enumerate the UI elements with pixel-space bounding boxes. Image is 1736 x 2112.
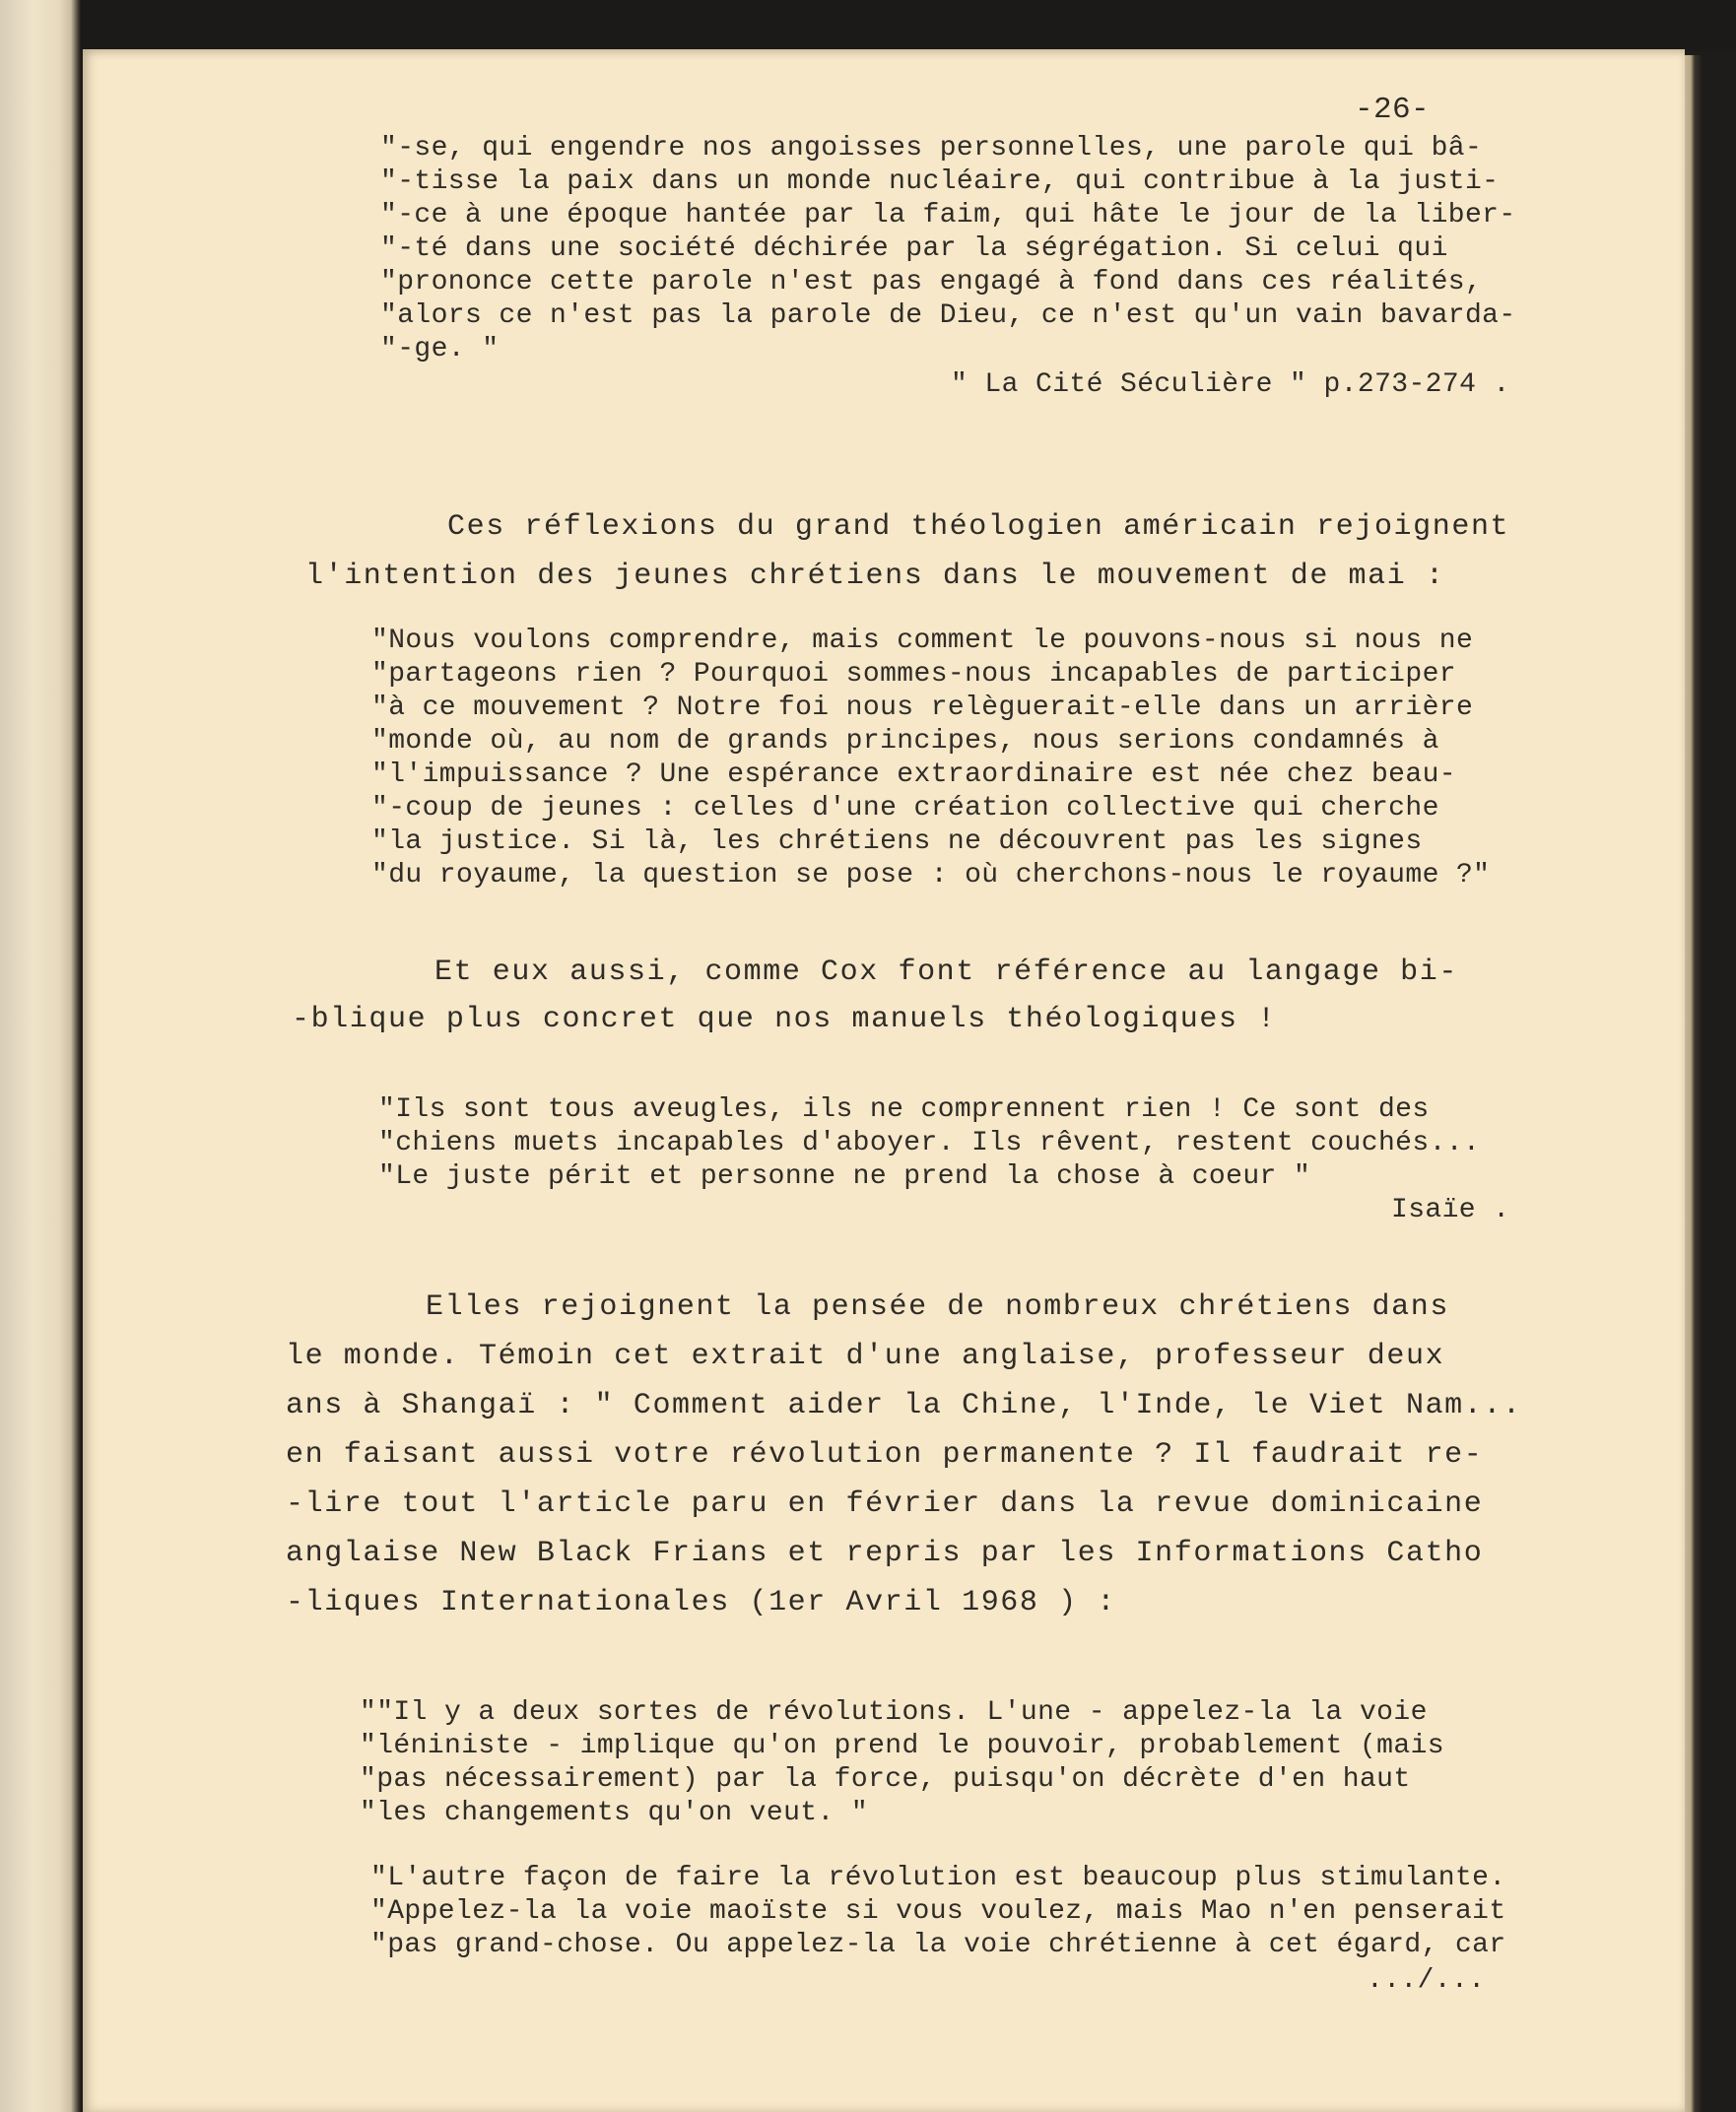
quote-line: "chiens muets incapables d'aboyer. Ils rêvent, restent couchés... (378, 1128, 1481, 1158)
paragraph-line: Elles rejoignent la pensée de nombreux chrétiens dans (426, 1290, 1449, 1324)
quote-line: "-coup de jeunes : celles d'une création collective qui cherche (371, 793, 1439, 824)
paragraph-line: anglaise New Black Frians et repris par les Informations Catho (286, 1537, 1484, 1570)
quote-line: "l'impuissance ? Une espérance extraordinaire est née chez beau- (371, 759, 1456, 790)
quote-line: "L'autre façon de faire la révolution est beaucoup plus stimulante. (370, 1863, 1506, 1893)
paragraph-line: -lire tout l'article paru en février dans la revue dominicaine (286, 1487, 1484, 1521)
scan-background (81, 0, 1736, 51)
quote-line: "du royaume, la question se pose : où cherchons-nous le royaume ?" (371, 860, 1491, 891)
quote-line: "monde où, au nom de grands principes, nous serions condamnés à (371, 726, 1439, 757)
quote-line: "-se, qui engendre nos angoisses personnelles, une parole qui bâ- (380, 133, 1483, 164)
quote-line: "-tisse la paix dans un monde nucléaire, qui contribue à la justi- (380, 166, 1500, 197)
quote-line: "la justice. Si là, les chrétiens ne découvrent pas les signes (371, 826, 1423, 857)
paragraph-line: Ces réflexions du grand théologien américain rejoignent (447, 510, 1510, 544)
quote-line: ""Il y a deux sortes de révolutions. L'une - appelez-la la voie (360, 1697, 1428, 1728)
quote-line: "alors ce n'est pas la parole de Dieu, ce n'est qu'un vain bavarda- (380, 300, 1516, 331)
quote-line: "les changements qu'on veut. " (360, 1798, 869, 1828)
quote-line: "-ge. " (380, 334, 500, 364)
quote-line: "prononce cette parole n'est pas engagé à fond dans ces réalités, (380, 267, 1483, 297)
quote-source: " La Cité Séculière " p.273-274 . (951, 369, 1510, 400)
paragraph-line: -blique plus concret que nos manuels théologiques ! (292, 1003, 1277, 1036)
paragraph-line: Et eux aussi, comme Cox font référence au langage bi- (434, 956, 1458, 989)
quote-line: "Nous voulons comprendre, mais comment le pouvons-nous si nous ne (371, 626, 1474, 656)
document-page (83, 49, 1685, 2112)
quote-line: "-ce à une époque hantée par la faim, qui hâte le jour de la liber- (380, 200, 1516, 231)
book-binding (0, 0, 81, 2112)
paragraph-line: le monde. Témoin cet extrait d'une anglaise, professeur deux (286, 1340, 1445, 1373)
page-edge (1683, 55, 1736, 2112)
quote-line: "léniniste - implique qu'on prend le pouvoir, probablement (mais (360, 1731, 1444, 1761)
quote-line: "pas grand-chose. Ou appelez-la la voie chrétienne à cet égard, car (370, 1930, 1506, 1960)
paragraph-line: -liques Internationales (1er Avril 1968 ) : (286, 1586, 1116, 1619)
paragraph-line: l'intention des jeunes chrétiens dans le mouvement de mai : (305, 560, 1445, 593)
paragraph-line: en faisant aussi votre révolution permanente ? Il faudrait re- (286, 1438, 1484, 1472)
continuation-mark: .../... (1367, 1965, 1486, 1996)
quote-line: "à ce mouvement ? Notre foi nous relèguerait-elle dans un arrière (371, 693, 1474, 723)
paragraph-line: ans à Shangaï : " Comment aider la Chine, l'Inde, le Viet Nam... (286, 1389, 1522, 1422)
quote-source: Isaïe . (1391, 1195, 1510, 1225)
quote-line: "-té dans une société déchirée par la ségrégation. Si celui qui (380, 233, 1448, 264)
quote-line: "Ils sont tous aveugles, ils ne comprennent rien ! Ce sont des (378, 1094, 1430, 1125)
quote-line: "Le juste périt et personne ne prend la chose à coeur " (378, 1161, 1311, 1192)
quote-line: "Appelez-la la voie maoïste si vous voulez, mais Mao n'en penserait (370, 1896, 1506, 1927)
page-number: -26- (1355, 93, 1431, 127)
quote-line: "pas nécessairement) par la force, puisqu'on décrète d'en haut (360, 1764, 1411, 1795)
quote-line: "partageons rien ? Pourquoi sommes-nous incapables de participer (371, 659, 1456, 690)
